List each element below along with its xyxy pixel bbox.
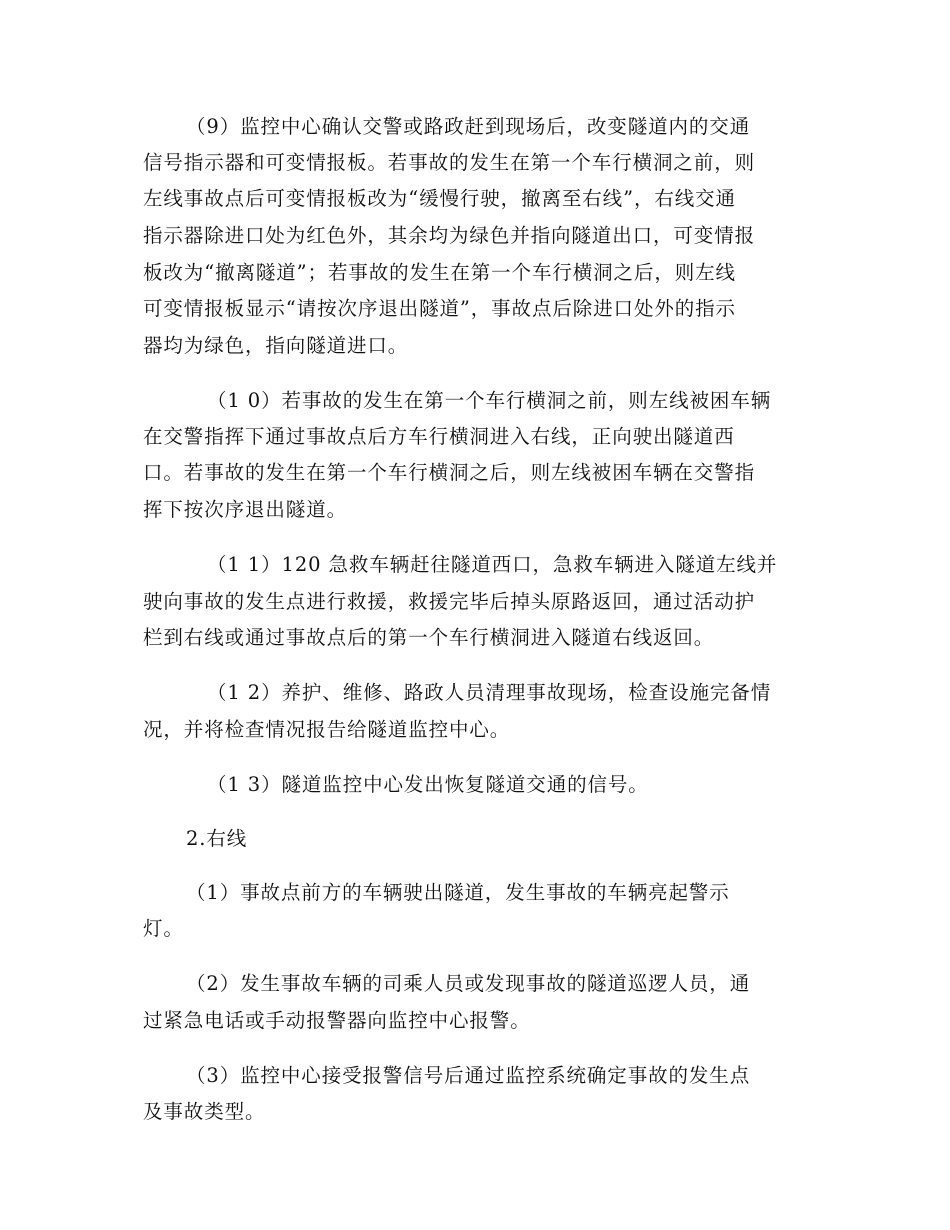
text-line: 及事故类型。 (143, 1100, 266, 1123)
text-line: 口。若事故的发生在第一个车行横洞之后，则左线被困车辆在交警指 (143, 461, 756, 484)
text-line: （1 0）若事故的发生在第一个车行横洞之前，则左线被困车辆 (207, 389, 772, 412)
text-line: 指示器除进口处为红色外，其余均为绿色并指向隧道出口，可变情报 (143, 224, 756, 247)
text-line: （1 1）120 急救车辆赶往隧道西口，急救车辆进入隧道左线并 (207, 553, 778, 576)
text-line: （1 2）养护、维修、路政人员清理事故现场，检查设施完备情 (207, 681, 772, 704)
text-line: （1）事故点前方的车辆驶出隧道，发生事故的车辆亮起警示 (186, 881, 730, 904)
text-line: 可变情报板显示“请按次序退出隧道”，事故点后除进口处外的指示 (143, 297, 736, 320)
text-line: 挥下按次序退出隧道。 (143, 498, 348, 521)
heading-text: 2.右线 (186, 827, 248, 850)
text-line: 在交警指挥下通过事故点后方车行横洞进入右线，正向驶出隧道西 (143, 425, 735, 448)
text-line: （1 3）隧道监控中心发出恢复隧道交通的信号。 (207, 773, 649, 796)
text-line: 驶向事故的发生点进行救援，救援完毕后掉头原路返回，通过活动护 (143, 590, 756, 613)
text-line: （9）监控中心确认交警或路政赶到现场后，改变隧道内的交通 (186, 115, 751, 138)
text-line: 左线事故点后可变情报板改为“缓慢行驶，撤离至右线”，右线交通 (143, 187, 736, 210)
text-line: 栏到右线或通过事故点后的第一个车行横洞进入隧道右线返回。 (143, 626, 715, 649)
text-line: 过紧急电话或手动报警器向监控中心报警。 (143, 1009, 531, 1032)
text-line: 灯。 (143, 917, 184, 940)
text-line: （2）发生事故车辆的司乘人员或发现事故的隧道巡逻人员，通 (186, 972, 751, 995)
text-line: 板改为“撤离隧道”；若事故的发生在第一个车行横洞之后，则左线 (143, 261, 736, 284)
text-line: 器均为绿色，指向隧道进口。 (143, 334, 409, 357)
text-line: 况，并将检查情况报告给隧道监控中心。 (143, 718, 511, 741)
text-line: 信号指示器和可变情报板。若事故的发生在第一个车行横洞之前，则 (143, 151, 756, 174)
text-line: （3）监控中心接受报警信号后通过监控系统确定事故的发生点 (186, 1064, 751, 1087)
